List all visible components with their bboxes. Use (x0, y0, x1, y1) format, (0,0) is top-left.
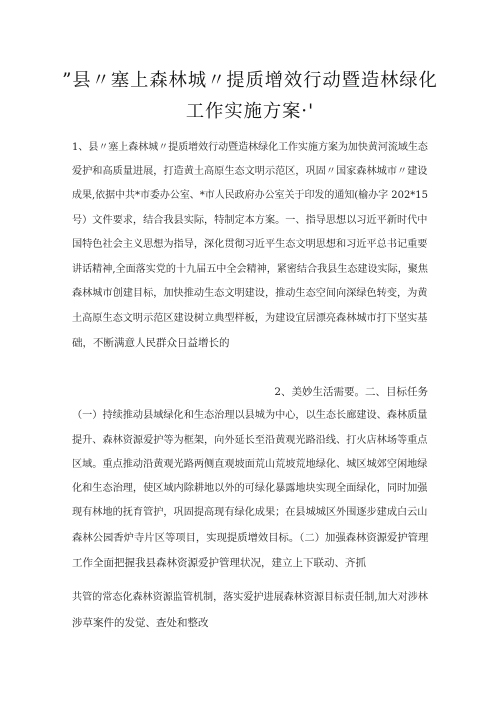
body-line: 号）文件要求，结合我县实际，特制定本方案。一、指导思想以习近平新时代中 (72, 215, 428, 226)
document-title-line-1: ”县〃塞上森林城〃提质增效行动暨造林绿化 (62, 70, 438, 91)
body-line: 国特色社会主义思想为指导，深化贯彻习近平生态文明思想和习近平总书记重要 (72, 239, 428, 250)
body-line: 现有林地的抚育管护，巩固提高现有绿化成果；在县城城区外围逐步建成白云山 (72, 507, 428, 518)
body-line: 化和生态治理，使区域内除耕地以外的可绿化暴露地块实现全面绿化，同时加强 (72, 483, 428, 494)
body-line: 础，不断满意人民群众日益增长的 (72, 337, 230, 349)
body-line: 森林公园香炉寺片区等项目，实现提质增效目标。（二）加强森林资源爱护管理 (72, 532, 429, 544)
body-line: 森林城市创建目标，加快推动生态文明建设，推动生态空间向深绿色转变，为黄 (72, 288, 428, 299)
body-line: 讲话精神,全面落实党的十九届五中全会精神，紧密结合我县生态建设实际，聚焦 (72, 264, 428, 275)
body-line: 涉草案件的发觉、查处和整改 (72, 617, 209, 629)
body-line: 工作全面把握我县森林资源爱护管理状况，建立上下联动、齐抓 (72, 557, 366, 569)
body-line: 成果,依据中共*市委办公室、*市人民政府办公室关于印发的通知(榆办字 202*15 (72, 190, 428, 201)
body-line: 土高原生态文明示范区建设树立典型样板，为建设宜居漂亮森林城市打下坚实基 (72, 313, 428, 324)
body-line: 区域。重点推动沿黄观光路两侧直观坡面荒山荒坡荒地绿化、城区城郊空闲地绿 (72, 459, 428, 470)
document-title-line-2: 工作实施方案·' (185, 101, 315, 122)
body-line: （一）持续推动县域绿化和生态治理以县城为中心，以生态长廊建设、森林质量 (72, 410, 428, 421)
body-line: 爱护和高质量进展，打造黄土高原生态文明示范区，巩固〃国家森林城市〃建设 (72, 166, 428, 177)
body-line: 1、县〃塞上森林城〃提质增效行动暨造林绿化工作实施方案为加快黄河流域生态 (72, 142, 428, 153)
body-line: 共管的常态化森林资源监管机制，落实爱护进展森林资源目标责任制,加大对涉林 (72, 592, 428, 603)
section-heading: 2、美妙生活需要。二、目标任务 (274, 386, 428, 398)
body-line: 提升、森林资源爱护等为框架，向外延长至沿黄观光路沿线、打火店林场等重点 (72, 435, 428, 446)
